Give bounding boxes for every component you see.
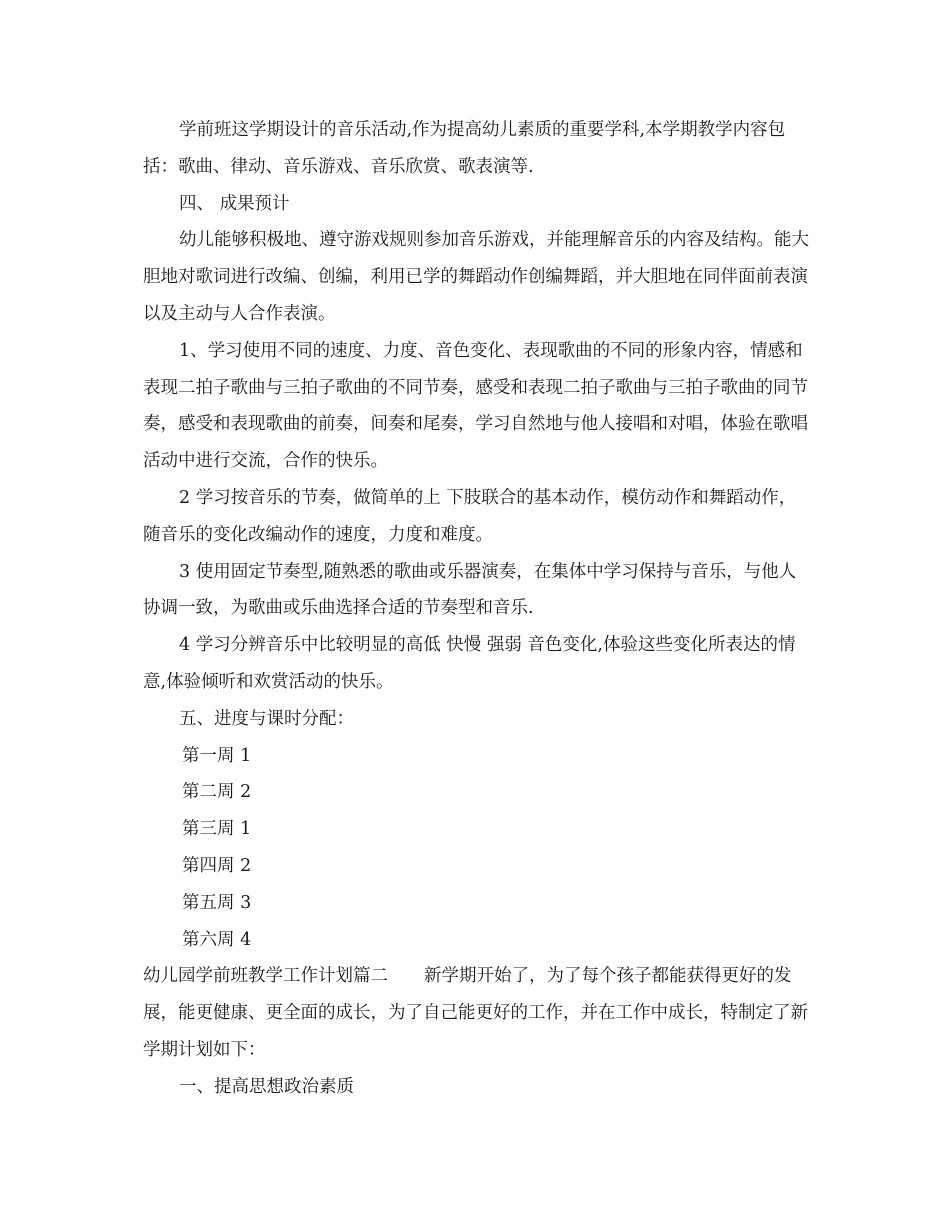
paragraph-item-1: 1、学习使用不同的速度、力度、音色变化、表现歌曲的不同的形象内容，情感和表现二拍子歌曲与三拍子歌曲的不同节奏，感受和表现二拍子歌曲与三拍子歌曲的同节奏，感受和表现歌曲的前奏，间奏和尾奏，学习自然地与他人接唱和对唱，体验在歌唱活动中进行交流，合作的快乐。 <box>143 340 808 472</box>
paragraph-intro: 学前班这学期设计的音乐活动,作为提高幼儿素质的重要学科,本学期教学内容包括：歌曲、律动、音乐游戏、音乐欣赏、歌表演等. <box>143 120 786 177</box>
section-intro: 新学期开始了，为了每个孩子都能获得更好的发展，能更健康、更全面的成长，为了自己能更好的工作，并在工作中成长，特制定了新学期计划如下： <box>143 966 808 1060</box>
section-paragraph <box>143 958 813 1068</box>
paragraph-item-2: 2 学习按音乐的节奏，做简单的上 下肢联合的基本动作，模仿动作和舞蹈动作，随音乐的变化改编动作的速度，力度和难度。 <box>143 487 797 545</box>
week-row: 第二周 2 <box>182 782 252 803</box>
heading-politics: 一、提高思想政治素质 <box>179 1076 354 1097</box>
week-row: 第三周 1 <box>182 819 252 840</box>
week-row: 第一周 1 <box>182 745 252 766</box>
paragraph-item-4: 4 学习分辨音乐中比较明显的高低 快慢 强弱 音色变化,体验这些变化所表达的情意,体验倾听和欢赏活动的快乐。 <box>143 635 796 692</box>
heading-outcome: 四、 成果预计 <box>179 193 290 214</box>
section-title: 幼儿园学前班教学工作计划篇二 <box>143 966 388 987</box>
week-row: 第五周 3 <box>182 892 252 913</box>
week-row: 第四周 2 <box>182 855 252 876</box>
week-row: 第六周 4 <box>182 929 252 950</box>
document-page <box>143 112 813 1106</box>
heading-schedule: 五、进度与课时分配： <box>179 708 354 729</box>
paragraph-item-3: 3 使用固定节奏型,随熟悉的歌曲或乐器演奏，在集体中学习保持与音乐，与他人协调一致，为歌曲或乐曲选择合适的节奏型和音乐. <box>143 561 797 619</box>
paragraph-outcome: 幼儿能够积极地、遵守游戏规则参加音乐游戏，并能理解音乐的内容及结构。能大胆地对歌词进行改编、创编，利用已学的舞蹈动作创编舞蹈，并大胆地在同伴面前表演以及主动与人合作表演。 <box>143 230 809 324</box>
